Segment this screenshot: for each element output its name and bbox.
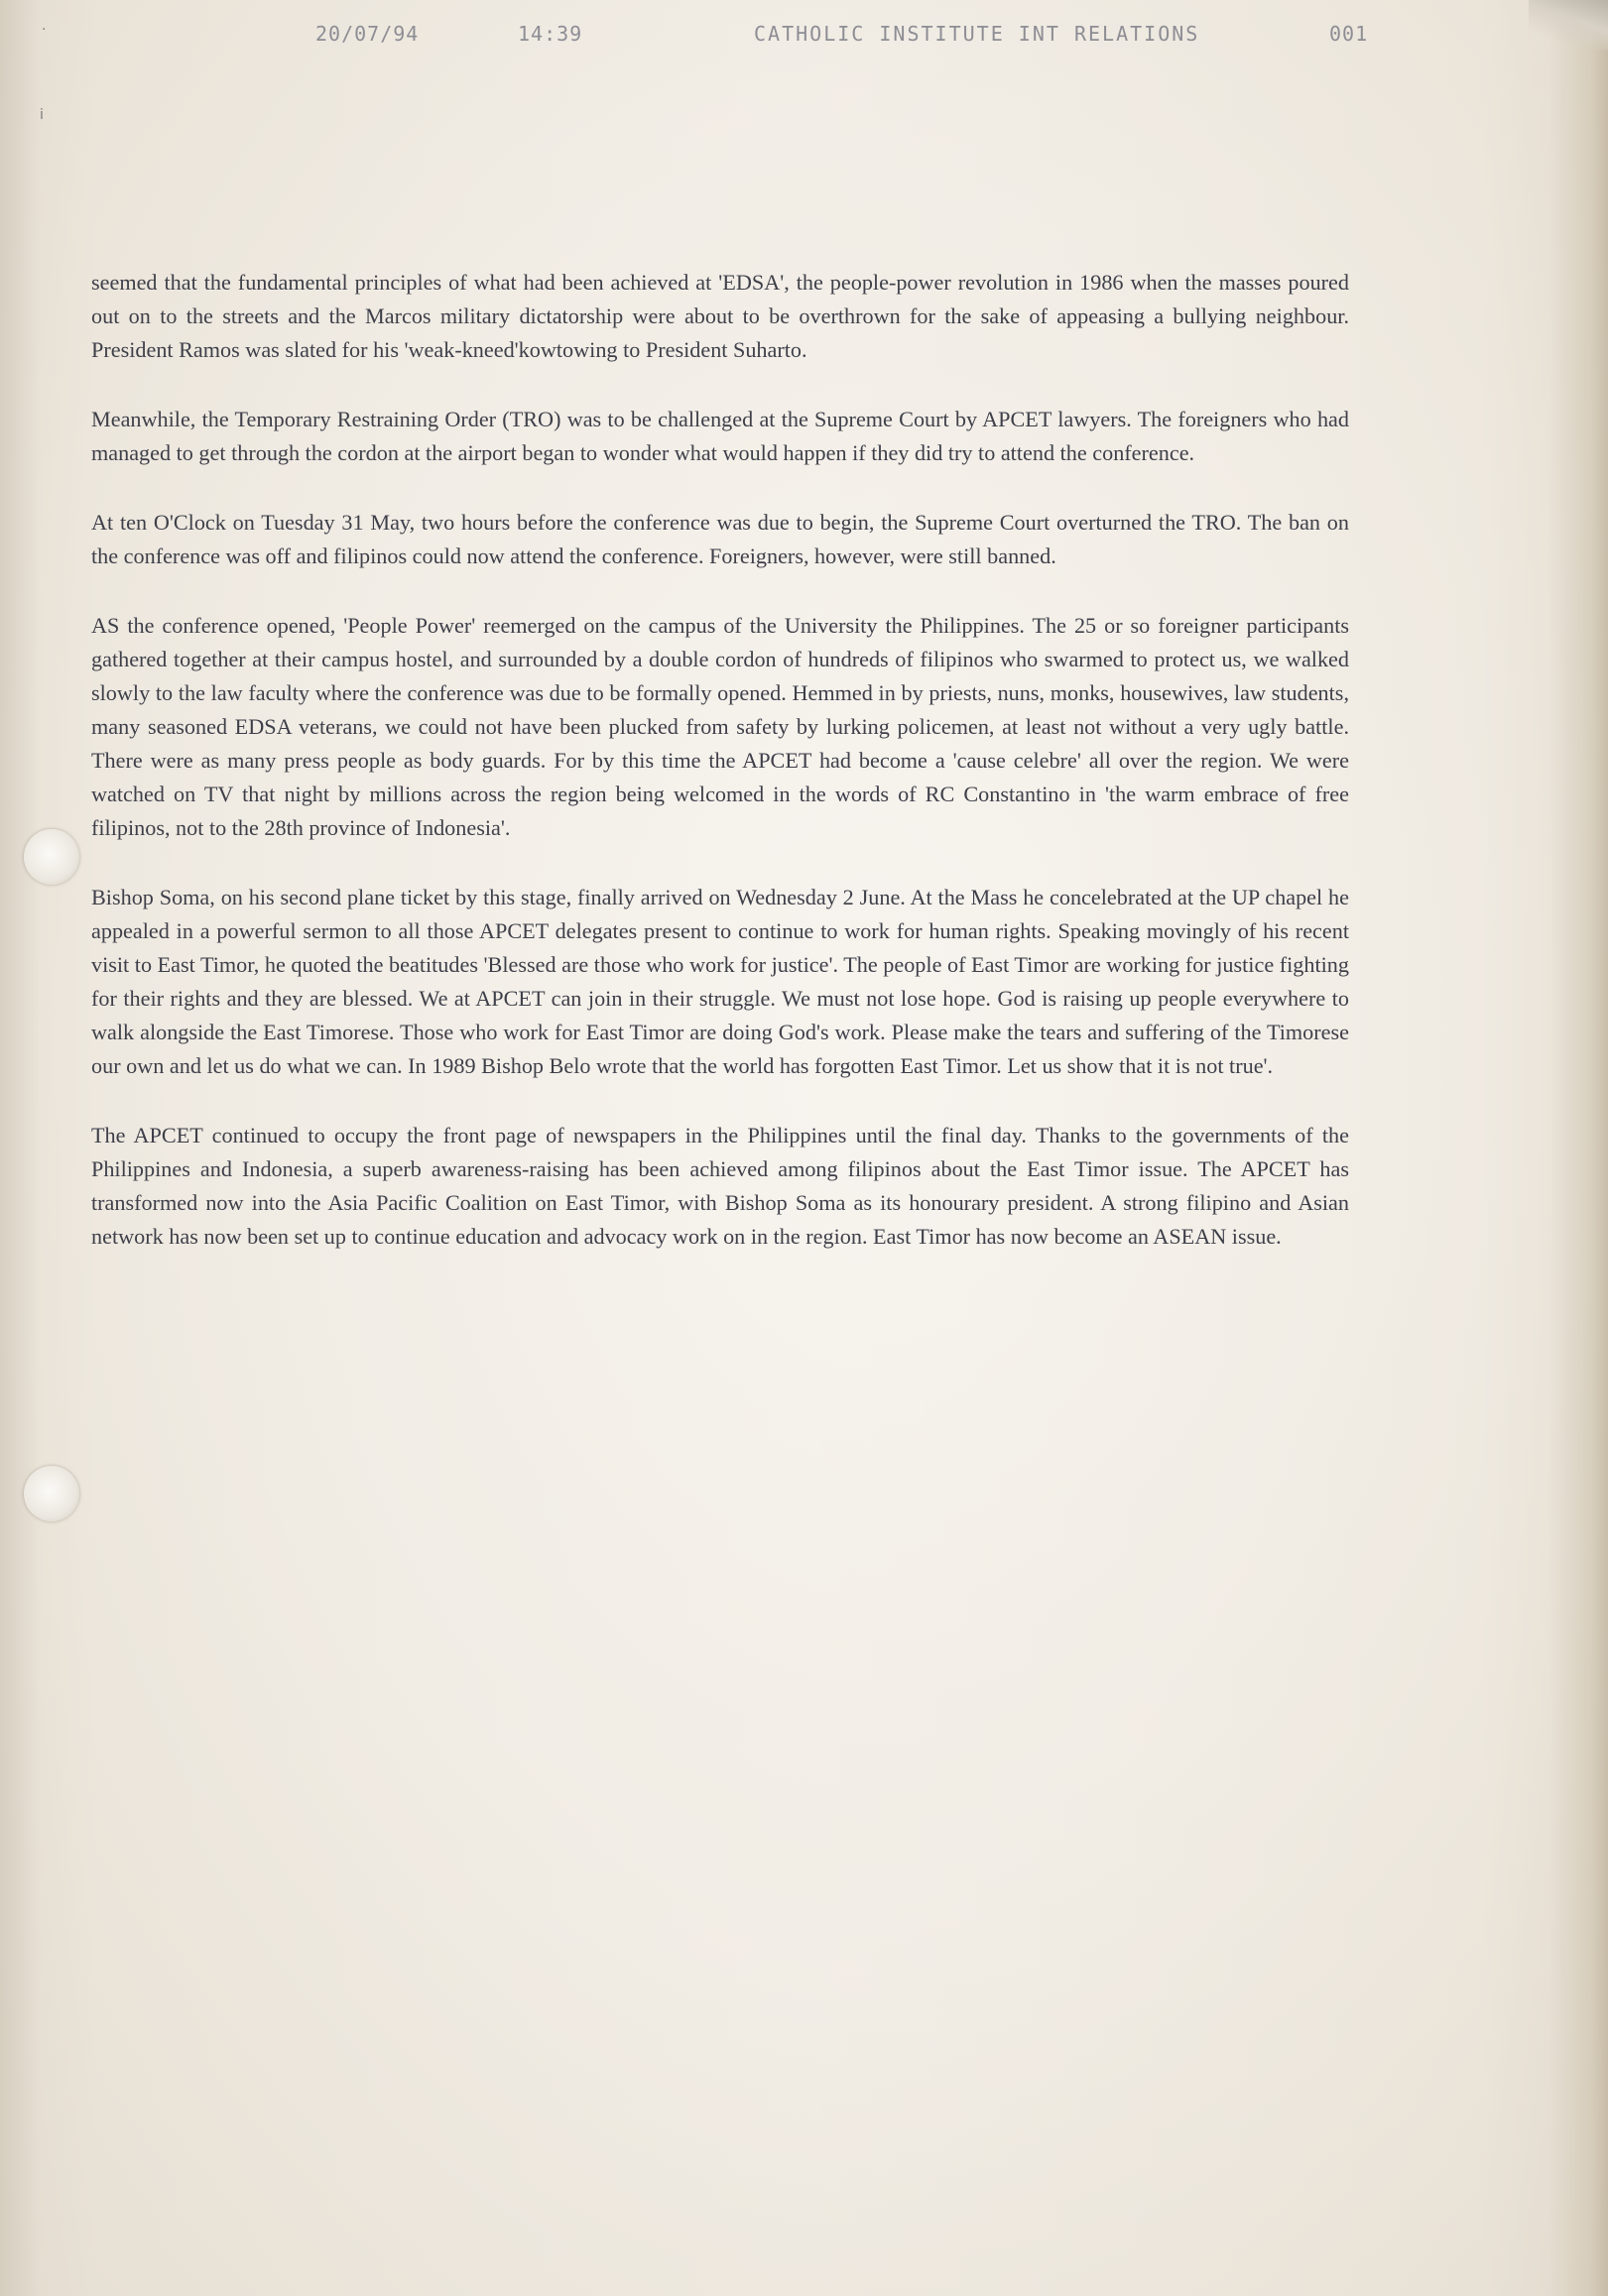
- fax-header: [0, 22, 1608, 52]
- fax-sender: CATHOLIC INSTITUTE INT RELATIONS: [754, 22, 1200, 46]
- punch-hole: [24, 829, 79, 885]
- margin-mark: ⅰ: [40, 107, 44, 123]
- paragraph: The APCET continued to occupy the front page of newspapers in the Philippines until the final day. Thanks to the governments of the Philippines and Indonesia, a superb awareness-raising has been achieved among filipinos about the East Timor issue. The APCET has transformed now into the Asia Pacific Coalition on East Timor, with Bishop Soma as its honourary president. A strong filipino and Asian network has now been set up to continue education and advocacy work on in the region. East Timor has now become an ASEAN issue.: [91, 1123, 1349, 1249]
- letter-body: [91, 266, 1349, 1289]
- margin-mark: ·: [42, 22, 47, 38]
- fax-time: 14:39: [518, 22, 583, 46]
- paragraph: AS the conference opened, 'People Power' reemerged on the campus of the University the Philippines. The 25 or so foreigner participants gathered together at their campus hostel, and surrounded by a double cordon of hundreds of filipinos who swarmed to protect us, we walked slowly to the law faculty where the conference was due to be formally opened. Hemmed in by priests, nuns, monks, housewives, law students, many seasoned EDSA veterans, we could not have been plucked from safety by lurking policemen, at least not without a very ugly battle. There were as many press people as body guards. For by this time the APCET had become a 'cause celebre' all over the region. We were watched on TV that night by millions across the region being welcomed in the words of RC Constantino in 'the warm embrace of free filipinos, not to the 28th province of Indonesia'.: [91, 613, 1349, 840]
- paper-right-edge: [1548, 0, 1608, 2296]
- paragraph: At ten O'Clock on Tuesday 31 May, two hours before the conference was due to begin, the Supreme Court overturned the TRO. The ban on the conference was off and filipinos could now attend the conference. Foreigners, however, were still banned.: [91, 510, 1349, 568]
- paragraph: Bishop Soma, on his second plane ticket by this stage, finally arrived on Wednesday 2 June. At the Mass he concelebrated at the UP chapel he appealed in a powerful sermon to all those APCET delegates present to continue to work for human rights. Speaking movingly of his recent visit to East Timor, he quoted the beatitudes 'Blessed are those who work for justice'. The people of East Timor are working for justice fighting for their rights and they are blessed. We at APCET can join in their struggle. We must not lose hope. God is raising up people everywhere to walk alongside the East Timorese. Those who work for East Timor are doing God's work. Please make the tears and suffering of the Timorese our own and let us do what we can. In 1989 Bishop Belo wrote that the world has forgotten East Timor. Let us show that it is not true'.: [91, 885, 1349, 1078]
- paper-left-edge: [0, 0, 40, 2296]
- fax-page-number: 001: [1329, 22, 1369, 46]
- paragraph: Meanwhile, the Temporary Restraining Order (TRO) was to be challenged at the Supreme Court by APCET lawyers. The foreigners who had managed to get through the cordon at the airport began to wonder what would happen if they did try to attend the conference.: [91, 407, 1349, 465]
- paragraph: seemed that the fundamental principles of what had been achieved at 'EDSA', the people-power revolution in 1986 when the masses poured out on to the streets and the Marcos military dictatorship were about to be overthrown for the sake of appeasing a bullying neighbour. President Ramos was slated for his 'weak-kneed'kowtowing to President Suharto.: [91, 270, 1349, 362]
- punch-hole: [24, 1466, 79, 1521]
- fax-date: 20/07/94: [315, 22, 420, 46]
